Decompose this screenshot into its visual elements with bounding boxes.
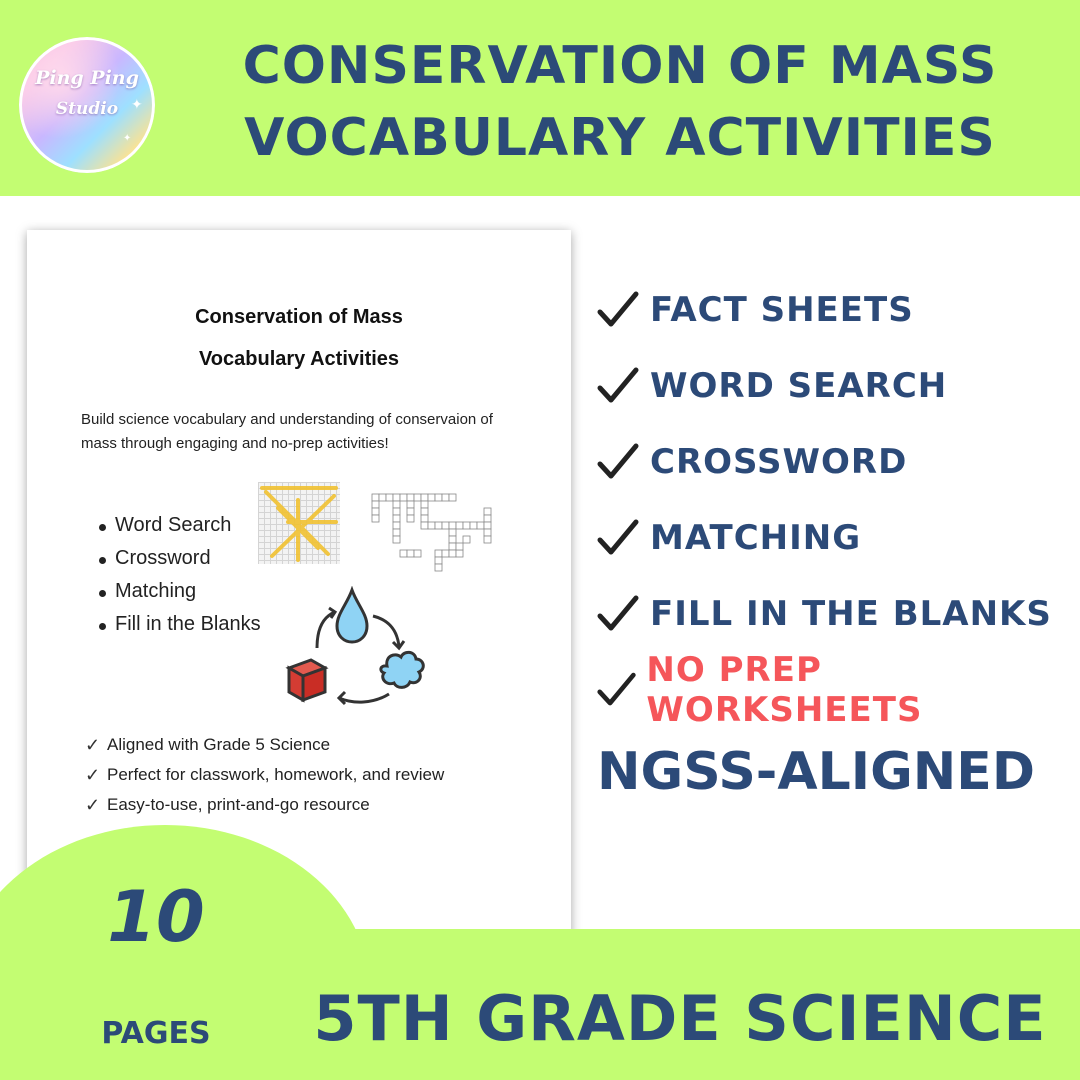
feature-item (596, 272, 1080, 348)
page-count-label: PAGES (101, 1016, 211, 1051)
feature-label: MATCHING (650, 518, 862, 558)
check-icon: ✓ (85, 734, 101, 755)
check-icon (596, 518, 650, 558)
feature-label: FACT SHEETS (650, 290, 914, 330)
logo-line2: Studio (55, 99, 119, 119)
doc-intro: Build science vocabulary and understanding of conservaion of mass through engaging and no-prep activities! (81, 411, 493, 452)
check-icon (596, 442, 650, 482)
doc-check-label: Easy-to-use, print-and-go resource (107, 795, 370, 814)
sparkle-icon: ✦ (131, 97, 143, 113)
activity-item: Matching (99, 580, 261, 613)
logo-line1: Ping Ping (35, 67, 139, 89)
feature-list (596, 272, 1080, 728)
doc-check-item (85, 730, 444, 760)
activity-item: Word Search (99, 514, 261, 547)
doc-checklist (85, 730, 444, 820)
crossword-thumbnail (370, 492, 500, 576)
check-icon: ✓ (85, 764, 101, 785)
doc-title-line1: Conservation of Mass (195, 306, 403, 328)
feature-item (596, 424, 1080, 500)
feature-label: CROSSWORD (650, 442, 908, 482)
check-icon (596, 290, 650, 330)
feature-item (596, 500, 1080, 576)
page-count: 10 (107, 876, 205, 958)
check-icon: ✓ (85, 794, 101, 815)
doc-check-label: Perfect for classwork, homework, and review (107, 765, 445, 784)
feature-item (596, 652, 1080, 728)
activity-list (99, 514, 261, 646)
check-icon (596, 670, 646, 710)
studio-logo (19, 37, 155, 173)
grade-label: 5TH GRADE SCIENCE (313, 982, 1047, 1055)
word-search-lines-icon (258, 482, 340, 564)
doc-check-item (85, 790, 444, 820)
water-cycle-icon (277, 586, 427, 711)
activity-item: Crossword (99, 547, 261, 580)
feature-label: WORD SEARCH (650, 366, 948, 406)
check-icon (596, 366, 650, 406)
sparkle-icon: ✦ (123, 133, 132, 144)
word-search-thumbnail (258, 482, 340, 564)
feature-label-highlight: NO PREP WORKSHEETS (646, 650, 923, 730)
feature-item (596, 576, 1080, 652)
doc-check-label: Aligned with Grade 5 Science (107, 735, 331, 754)
feature-label: FILL IN THE BLANKS (650, 594, 1052, 634)
doc-check-item (85, 760, 444, 790)
doc-title-line2: Vocabulary Activities (198, 348, 400, 370)
activity-item: Fill in the Blanks (99, 613, 261, 646)
header-title-line2: VOCABULARY ACTIVITIES (244, 108, 996, 168)
ngss-aligned-label: NGSS-ALIGNED (597, 742, 1035, 802)
check-icon (596, 594, 650, 634)
header-title-line1: CONSERVATION OF MASS (242, 36, 998, 96)
feature-item (596, 348, 1080, 424)
